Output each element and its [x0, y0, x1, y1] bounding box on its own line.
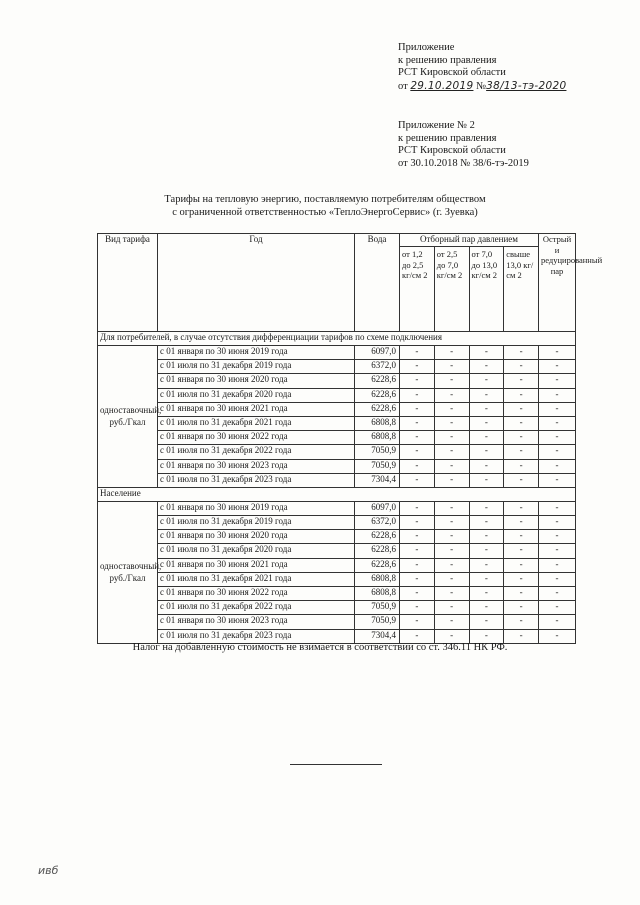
- steam-value-dash: -: [470, 389, 505, 402]
- steam-values-cell: [400, 473, 539, 487]
- authority-line: РСТ Кировской области: [398, 145, 506, 156]
- water-tariff-cell: 7050,9: [355, 459, 400, 473]
- steam-value-dash: -: [400, 544, 435, 557]
- water-tariff-cell: 6808,8: [355, 416, 400, 430]
- steam-value-dash: -: [470, 516, 505, 529]
- table-row: [98, 388, 576, 402]
- period-cell: с 01 июля по 31 декабря 2019 года: [158, 516, 355, 530]
- section-title: Население: [98, 487, 576, 501]
- steam-value-dash: -: [470, 403, 505, 416]
- from-prefix: от: [398, 80, 408, 92]
- steam-value-dash: -: [435, 587, 470, 600]
- steam-value-dash: -: [519, 572, 523, 583]
- column-header-sharp-steam: Острый и редуцированный пар: [539, 234, 576, 332]
- steam-value-dash: -: [400, 630, 435, 643]
- appendix-header-2: [398, 120, 529, 170]
- steam-value-dash: -: [519, 473, 523, 484]
- appendix-number-line: Приложение № 2: [398, 120, 475, 131]
- steam-value-dash: -: [435, 460, 470, 473]
- table-row: [98, 360, 576, 374]
- sharp-steam-value-dash: -: [539, 587, 576, 601]
- period-cell: с 01 июля по 31 декабря 2023 года: [158, 473, 355, 487]
- steam-value-dash: -: [400, 403, 435, 416]
- period-cell: с 01 января по 30 июня 2020 года: [158, 530, 355, 544]
- tariff-type-cell: одноставочный, руб./Гкал: [98, 501, 158, 643]
- steam-value-dash: -: [435, 445, 470, 458]
- sharp-steam-value-dash: -: [539, 530, 576, 544]
- period-cell: с 01 июля по 31 декабря 2022 года: [158, 445, 355, 459]
- period-cell: с 01 июля по 31 декабря 2022 года: [158, 601, 355, 615]
- steam-values-cell: [400, 374, 539, 388]
- steam-values-cell: [400, 431, 539, 445]
- steam-values-cell: [400, 558, 539, 572]
- steam-value-dash: -: [435, 530, 470, 543]
- steam-value-dash: -: [435, 630, 470, 643]
- steam-value-dash: -: [519, 459, 523, 470]
- steam-values-cell: [400, 445, 539, 459]
- steam-subheaders: [400, 247, 538, 331]
- table-row: [98, 402, 576, 416]
- steam-value-dash: -: [519, 346, 523, 356]
- steam-sub-1-2-to-2-5: от 1,2 до 2,5 кг/см 2: [400, 247, 435, 331]
- water-tariff-cell: 6228,6: [355, 544, 400, 558]
- table-row: [98, 530, 576, 544]
- period-cell: с 01 июля по 31 декабря 2021 года: [158, 416, 355, 430]
- sharp-steam-value-dash: -: [539, 544, 576, 558]
- sharp-steam-value-dash: -: [539, 473, 576, 487]
- steam-values-cell: [400, 501, 539, 515]
- steam-value-dash: -: [470, 374, 505, 387]
- steam-values-cell: [400, 416, 539, 430]
- steam-sub-2-5-to-7: от 2,5 до 7,0 кг/см 2: [435, 247, 470, 331]
- period-cell: с 01 января по 30 июня 2021 года: [158, 558, 355, 572]
- sharp-steam-value-dash: -: [539, 445, 576, 459]
- water-tariff-cell: 7050,9: [355, 615, 400, 629]
- steam-value-dash: -: [470, 573, 505, 586]
- steam-value-dash: -: [470, 601, 505, 614]
- period-cell: с 01 января по 30 июня 2023 года: [158, 615, 355, 629]
- steam-value-dash: -: [400, 417, 435, 430]
- steam-value-dash: -: [435, 417, 470, 430]
- period-cell: с 01 января по 30 июня 2019 года: [158, 501, 355, 515]
- steam-value-dash: -: [519, 360, 523, 371]
- period-cell: с 01 июля по 31 декабря 2021 года: [158, 572, 355, 586]
- steam-value-dash: -: [470, 559, 505, 572]
- steam-value-dash: -: [400, 346, 435, 359]
- table-row: [98, 346, 576, 360]
- steam-value-dash: -: [400, 615, 435, 628]
- column-header-year: Год: [158, 234, 355, 332]
- water-tariff-cell: 6372,0: [355, 516, 400, 530]
- handwritten-signature: ивб: [38, 864, 59, 877]
- steam-value-dash: -: [519, 544, 523, 555]
- appendix-line: Приложение: [398, 42, 455, 53]
- steam-values-cell: [400, 402, 539, 416]
- steam-value-dash: -: [400, 460, 435, 473]
- handwritten-date: 29.10.2019: [410, 79, 474, 92]
- sharp-steam-value-dash: -: [539, 629, 576, 643]
- steam-value-dash: -: [400, 474, 435, 487]
- sharp-steam-value-dash: -: [539, 516, 576, 530]
- table-header-row: [98, 234, 576, 332]
- decision-line: к решению правления: [398, 54, 497, 66]
- steam-value-dash: -: [519, 516, 523, 527]
- handwritten-number: 38/13-тэ-2020: [486, 79, 567, 92]
- closing-rule: [290, 764, 382, 765]
- steam-value-dash: -: [400, 502, 435, 515]
- steam-value-dash: -: [435, 374, 470, 387]
- tariff-type-cell: одноставочный, руб./Гкал: [98, 346, 158, 488]
- steam-value-dash: -: [435, 601, 470, 614]
- water-tariff-cell: 6808,8: [355, 572, 400, 586]
- steam-values-cell: [400, 459, 539, 473]
- steam-values-cell: [400, 516, 539, 530]
- date-number-line: [398, 80, 566, 94]
- decision-line: к решению правления: [398, 132, 497, 144]
- number-prefix: №: [476, 80, 487, 92]
- water-tariff-cell: 6097,0: [355, 501, 400, 515]
- vat-note: Налог на добавленную стоимость не взимается в соответствии со ст. 346.11 НК РФ.: [132, 642, 508, 653]
- steam-value-dash: -: [470, 417, 505, 430]
- steam-value-dash: -: [435, 431, 470, 444]
- steam-sub-over-13: свыше 13,0 кг/см 2: [506, 249, 534, 280]
- table-row: [98, 544, 576, 558]
- column-header-water: Вода: [355, 234, 400, 332]
- steam-sub-7-to-13: от 7,0 до 13,0 кг/см 2: [470, 247, 505, 331]
- water-tariff-cell: 7304,4: [355, 473, 400, 487]
- steam-value-dash: -: [400, 374, 435, 387]
- steam-value-dash: -: [435, 516, 470, 529]
- steam-value-dash: -: [519, 416, 523, 427]
- sharp-steam-value-dash: -: [539, 346, 576, 360]
- steam-value-dash: -: [435, 502, 470, 515]
- water-tariff-cell: 6097,0: [355, 346, 400, 360]
- table-row: [98, 587, 576, 601]
- steam-value-dash: -: [435, 559, 470, 572]
- steam-value-dash: -: [400, 431, 435, 444]
- table-row: [98, 615, 576, 629]
- steam-value-dash: -: [519, 374, 523, 385]
- water-tariff-cell: 6228,6: [355, 530, 400, 544]
- section-title: Для потребителей, в случае отсутствия дифференциации тарифов по схеме подключения: [98, 332, 576, 346]
- steam-value-dash: -: [519, 431, 523, 442]
- steam-values-cell: [400, 615, 539, 629]
- steam-values-cell: [400, 530, 539, 544]
- steam-value-dash: -: [470, 431, 505, 444]
- sharp-steam-value-dash: -: [539, 558, 576, 572]
- steam-value-dash: -: [435, 573, 470, 586]
- tariff-table: [97, 233, 603, 644]
- sharp-steam-value-dash: -: [539, 360, 576, 374]
- steam-value-dash: -: [519, 558, 523, 569]
- steam-values-cell: [400, 601, 539, 615]
- period-cell: с 01 января по 30 июня 2019 года: [158, 346, 355, 360]
- steam-value-dash: -: [435, 544, 470, 557]
- authority-line: РСТ Кировской области: [398, 67, 506, 78]
- section-row: [98, 487, 576, 501]
- steam-value-dash: -: [519, 601, 523, 612]
- steam-value-dash: -: [400, 445, 435, 458]
- sharp-steam-value-dash: -: [539, 388, 576, 402]
- steam-value-dash: -: [435, 389, 470, 402]
- steam-value-dash: -: [519, 530, 523, 541]
- water-tariff-cell: 6808,8: [355, 587, 400, 601]
- period-cell: с 01 января по 30 июня 2023 года: [158, 459, 355, 473]
- steam-value-dash: -: [470, 445, 505, 458]
- steam-value-dash: -: [400, 601, 435, 614]
- table-row: [98, 572, 576, 586]
- table-row: [98, 501, 576, 515]
- sharp-steam-value-dash: -: [539, 402, 576, 416]
- steam-values-cell: [400, 388, 539, 402]
- steam-value-dash: -: [519, 501, 523, 512]
- table-row: [98, 601, 576, 615]
- steam-value-dash: -: [470, 460, 505, 473]
- water-tariff-cell: 6372,0: [355, 360, 400, 374]
- steam-value-dash: -: [519, 587, 523, 597]
- water-tariff-cell: 7050,9: [355, 601, 400, 615]
- sharp-steam-value-dash: -: [539, 501, 576, 515]
- water-tariff-cell: 6808,8: [355, 431, 400, 445]
- table-row: [98, 459, 576, 473]
- steam-value-dash: -: [470, 502, 505, 515]
- column-header-type: Вид тарифа: [98, 234, 158, 332]
- table-row: [98, 416, 576, 430]
- steam-value-dash: -: [400, 389, 435, 402]
- title-line-1: Тарифы на тепловую энергию, поставляемую потребителям обществом: [164, 194, 486, 205]
- steam-value-dash: -: [519, 445, 523, 456]
- sharp-steam-value-dash: -: [539, 615, 576, 629]
- water-tariff-cell: 6228,6: [355, 402, 400, 416]
- steam-values-cell: [400, 360, 539, 374]
- water-tariff-cell: 6228,6: [355, 374, 400, 388]
- steam-value-dash: -: [435, 403, 470, 416]
- appendix-header-1: [398, 42, 566, 93]
- period-cell: с 01 января по 30 июня 2020 года: [158, 374, 355, 388]
- table-row: [98, 473, 576, 487]
- sharp-steam-value-dash: -: [539, 374, 576, 388]
- steam-values-cell: [400, 587, 539, 601]
- steam-value-dash: -: [400, 530, 435, 543]
- column-header-steam: [400, 234, 539, 332]
- steam-value-dash: -: [470, 630, 505, 643]
- water-tariff-cell: 6228,6: [355, 558, 400, 572]
- water-tariff-cell: 7304,4: [355, 629, 400, 643]
- original-date-number-line: от 30.10.2018 № 38/6-тэ-2019: [398, 157, 529, 169]
- steam-values-cell: [400, 572, 539, 586]
- period-cell: с 01 июля по 31 декабря 2020 года: [158, 544, 355, 558]
- document-title: [110, 194, 540, 219]
- table-row: [98, 431, 576, 445]
- steam-value-dash: -: [470, 360, 505, 373]
- steam-value-dash: -: [400, 516, 435, 529]
- steam-value-dash: -: [519, 402, 523, 413]
- steam-value-dash: -: [470, 587, 505, 600]
- table-row: [98, 558, 576, 572]
- steam-value-dash: -: [519, 615, 523, 626]
- period-cell: с 01 июля по 31 декабря 2019 года: [158, 360, 355, 374]
- steam-value-dash: -: [435, 474, 470, 487]
- sharp-steam-value-dash: -: [539, 416, 576, 430]
- steam-value-dash: -: [435, 360, 470, 373]
- steam-value-dash: -: [470, 615, 505, 628]
- steam-value-dash: -: [435, 346, 470, 359]
- section-row: [98, 332, 576, 346]
- period-cell: с 01 января по 30 июня 2022 года: [158, 431, 355, 445]
- steam-header-label: Отборный пар давлением: [400, 234, 538, 247]
- steam-value-dash: -: [470, 530, 505, 543]
- sharp-steam-value-dash: -: [539, 431, 576, 445]
- title-line-2: с ограниченной ответственностью «ТеплоЭнергоСервис» (г. Зуевка): [172, 206, 478, 218]
- steam-values-cell: [400, 544, 539, 558]
- period-cell: с 01 января по 30 июня 2022 года: [158, 587, 355, 601]
- table-row: [98, 516, 576, 530]
- period-cell: с 01 июля по 31 декабря 2020 года: [158, 388, 355, 402]
- steam-value-dash: -: [400, 360, 435, 373]
- sharp-steam-value-dash: -: [539, 459, 576, 473]
- table-row: [98, 374, 576, 388]
- steam-value-dash: -: [519, 629, 523, 640]
- sharp-steam-value-dash: -: [539, 601, 576, 615]
- period-cell: с 01 января по 30 июня 2021 года: [158, 402, 355, 416]
- period-cell: с 01 июля по 31 декабря 2023 года: [158, 629, 355, 643]
- steam-value-dash: -: [470, 474, 505, 487]
- sharp-steam-value-dash: -: [539, 572, 576, 586]
- steam-value-dash: -: [400, 559, 435, 572]
- steam-value-dash: -: [470, 346, 505, 359]
- steam-value-dash: -: [400, 573, 435, 586]
- steam-values-cell: [400, 346, 539, 360]
- water-tariff-cell: 7050,9: [355, 445, 400, 459]
- table-row: [98, 445, 576, 459]
- water-tariff-cell: 6228,6: [355, 388, 400, 402]
- steam-value-dash: -: [519, 388, 523, 399]
- steam-value-dash: -: [435, 615, 470, 628]
- steam-value-dash: -: [470, 544, 505, 557]
- steam-value-dash: -: [400, 587, 435, 600]
